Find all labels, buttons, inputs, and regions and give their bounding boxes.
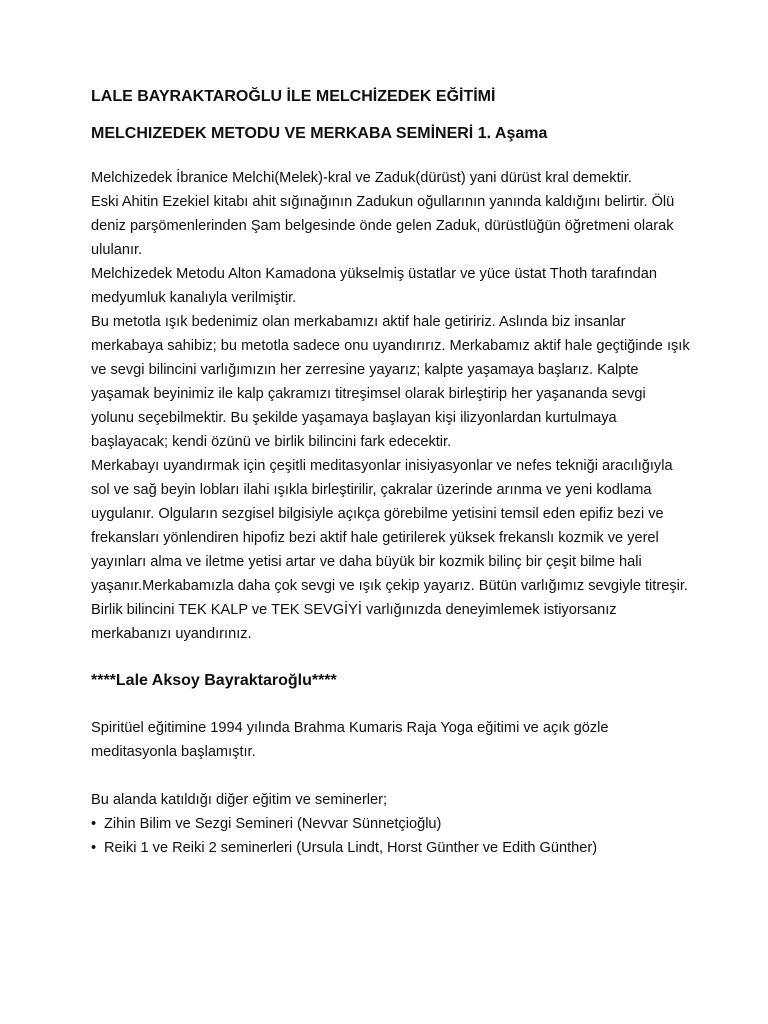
bio-heading: ****Lale Aksoy Bayraktaroğlu**** (91, 672, 337, 689)
intro-paragraph: Eski Ahitin Ezekiel kitabı ahit sığınağının Zadukun oğullarının yanında kaldığını belirtir. Ölü deniz parşömenlerinden Şam belgesinde önde gelen Zaduk, dürüstlüğün öğretmeni olarak ululanır. (91, 194, 675, 258)
bullet-icon: • (91, 840, 97, 856)
document-page (91, 86, 691, 860)
document-subtitle: MELCHIZEDEK METODU VE MERKABA SEMİNERİ 1. Aşama (91, 125, 548, 142)
trainings-intro: Bu alanda katıldığı diğer eğitim ve seminerler; (91, 792, 388, 808)
intro-paragraph: Melchizedek İbranice Melchi(Melek)-kral ve Zaduk(dürüst) yani dürüst kral demektir. (91, 170, 632, 186)
intro-paragraph: Melchizedek Metodu Alton Kamadona yükselmiş üstatlar ve yüce üstat Thoth tarafından medyumluk kanalıyla verilmiştir. (91, 266, 657, 306)
training-label: Zihin Bilim ve Sezgi Semineri (Nevvar Sünnetçioğlu) (104, 816, 442, 832)
intro-paragraph: Bu metotla ışık bedenimiz olan merkabamızı aktif hale getiririz. Aslında biz insanlar merkabaya sahibiz; bu metotla sadece onu uyandırırız. Merkabamız aktif hale geçtiğinde ışık ve sevgi bilincini varlığımızın her zerresine yayarız; kalpte yaşamaya başlarız. Kalpte yaşamak beyinimiz ile kalp çakramızı titreşimsel olarak birleştirip her yaşananda sevgi yolunu seçebilmektir. Bu şekilde yaşamaya başlayan kişi ilizyonlardan kurtulmaya başlayacak; kendi özünü ve birlik bilincini fark edecektir. (91, 314, 690, 450)
list-item (91, 836, 691, 860)
intro-paragraph: Merkabayı uyandırmak için çeşitli meditasyonlar inisiyasyonlar ve nefes tekniği aracılığıyla sol ve sağ beyin lobları ilahi ışıkla birleştirilir, çakralar üzerinde arınma ve yeni kodlama uygulanır. Olguların sezgisel bilgisiyle açıkça görebilme yetisini temsil eden epifiz bezi ve frekansları yönlendiren hipofiz bezi aktif hale getirilerek yüksek frekanslı kozmik ve yerel yayınları alma ve iletme yetisi artar ve daha büyük bir kozmik bilinç bir çeşit bilme hali yaşanır.Merkabamızla daha çok sevgi ve ışık çekip yayarız. Bütün varlığımız sevgiyle titreşir. (91, 458, 688, 594)
trainings-list (91, 812, 691, 860)
intro-paragraph: Birlik bilincini TEK KALP ve TEK SEVGİYİ varlığınızda deneyimlemek istiyorsanız merkabanızı uyandırınız. (91, 602, 617, 642)
bio-text: Spiritüel eğitimine 1994 yılında Brahma Kumaris Raja Yoga eğitimi ve açık gözle meditasyonla başlamıştır. (91, 720, 609, 760)
intro-section (91, 166, 691, 646)
document-title: LALE BAYRAKTAROĞLU İLE MELCHİZEDEK EĞİTİMİ (91, 88, 496, 105)
list-item (91, 812, 691, 836)
bullet-icon: • (91, 816, 97, 832)
training-label: Reiki 1 ve Reiki 2 seminerleri (Ursula Lindt, Horst Günther ve Edith Günther) (104, 840, 598, 856)
